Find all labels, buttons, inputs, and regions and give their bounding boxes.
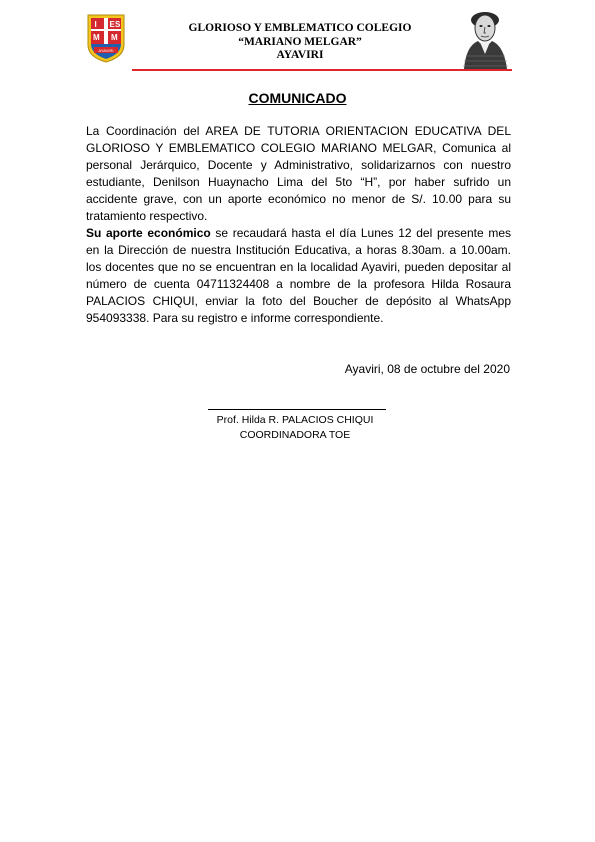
document-title: COMUNICADO [248, 90, 347, 106]
crest-letter: M [93, 33, 100, 42]
paragraph-1: La Coordinación del AREA DE TUTORIA ORIENTACION EDUCATIVA DEL GLORIOSO Y EMBLEMATICO COLEGIO MARIANO MELGAR, Comunica al personal Jerárquico, Docente y Administrativo, solidarizarnos con nuestro estudiante, Denilson Huaynacho Lima del 5to “H”, por haber sufrido un accidente grave, con un aporte económico no menor de S/. 10.00 para su tratamiento respectivo. [86, 124, 511, 223]
crest-letter: M [111, 33, 118, 42]
header-line-1: GLORIOSO Y EMBLEMATICO COLEGIO [188, 22, 412, 34]
crest-letter: I [94, 20, 97, 29]
paragraph-2-text: se recaudará hasta el día Lunes 12 del presente mes en la Dirección de nuestra Institución Educativa, a horas 8.30am. a 10.00am. los docentes que no se encuentran en la localidad Ayaviri, pueden depositar al número de cuenta 04711324408 a nombre de la profesora Hilda Rosaura PALACIOS CHIQUI, enviar la foto del Boucher de depósito al WhatsApp 954093338. Para su registro e informe correspondiente. [86, 226, 511, 325]
signature-line [208, 409, 386, 410]
signatory-name: Prof. Hilda R. PALACIOS CHIQUI [216, 414, 374, 426]
crest-letter: S [115, 20, 121, 29]
school-header [160, 22, 440, 63]
crest-letter: E [109, 20, 115, 29]
paragraph-2 [86, 225, 511, 327]
portrait-image [458, 6, 513, 69]
header-divider [132, 69, 512, 71]
header-line-2: “MARIANO MELGAR” [238, 35, 362, 48]
header-line-3: AYAVIRI [276, 49, 324, 61]
crest-banner: AYAVIRI [98, 48, 114, 53]
document-body [86, 123, 511, 327]
paragraph-2-lead: Su aporte económico [86, 226, 211, 240]
document-date: Ayaviri, 08 de octubre del 2020 [344, 362, 510, 376]
signature-block [190, 413, 400, 443]
school-crest-logo [86, 13, 126, 63]
signatory-role: COORDINADORA TOE [239, 429, 351, 441]
